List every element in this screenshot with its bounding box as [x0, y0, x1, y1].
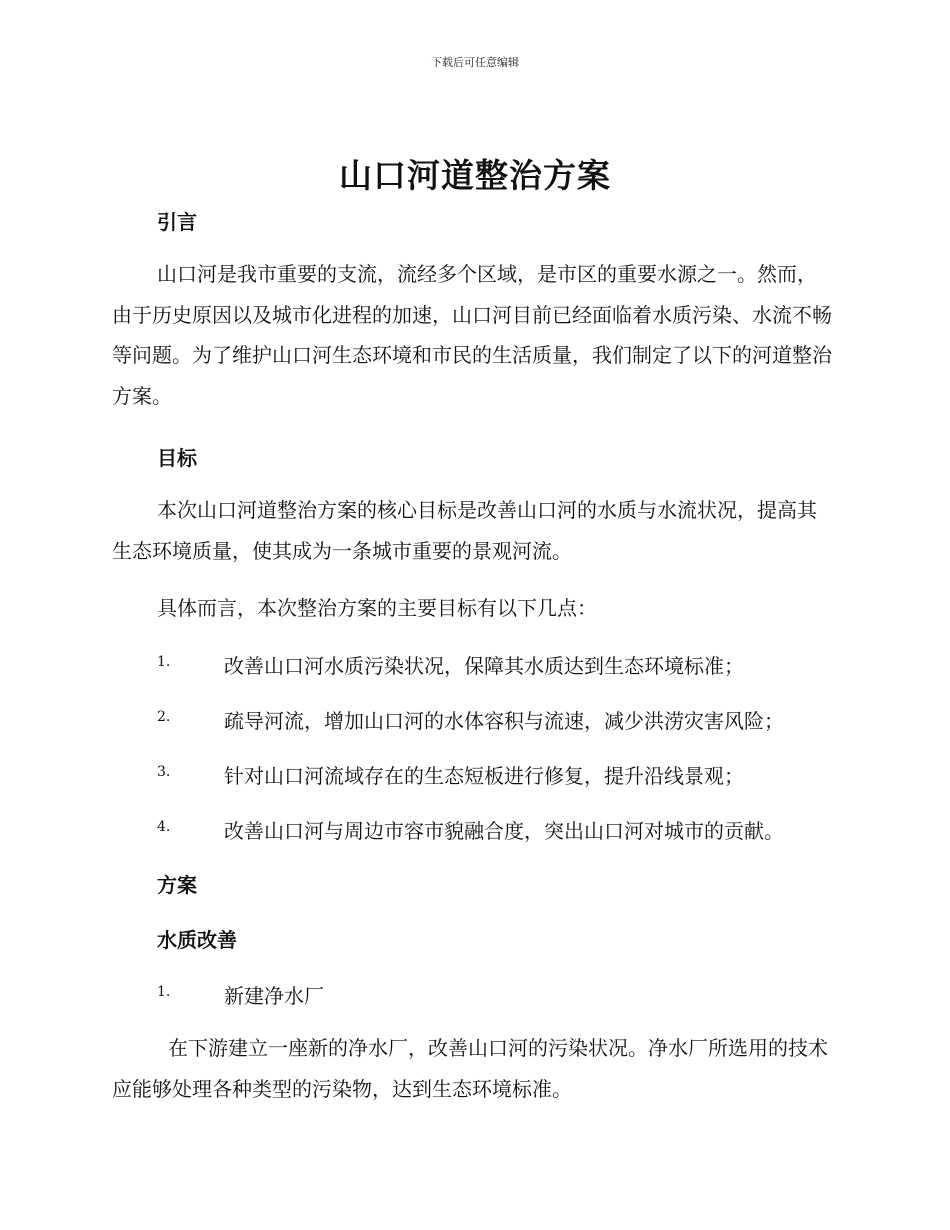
- list-text: 改善山口河水质污染状况，保障其水质达到生态环境标准；: [224, 654, 744, 678]
- list-text: 疏导河流，增加山口河的水体容积与流速，减少洪涝灾害风险；: [224, 709, 784, 733]
- list-number: 4.: [157, 819, 171, 835]
- section-heading-plan: 方案: [157, 873, 197, 897]
- list-number: 1.: [157, 984, 171, 1000]
- list-number: 1.: [157, 654, 171, 670]
- document-title: 山口河道整治方案: [339, 156, 611, 195]
- water-paragraph: 在下游建立一座新的净水厂，改善山口河的污染状况。净水厂所选用的技术应能够处理各种类型的污染物，达到生态环境标准。: [112, 1036, 828, 1101]
- list-number: 2.: [157, 709, 171, 725]
- page-header: 下载后可任意编辑: [431, 56, 519, 69]
- list-text: 改善山口河与周边市容市貌融合度，突出山口河对城市的贡献。: [224, 819, 784, 843]
- intro-paragraph: 山口河是我市重要的支流，流经多个区域，是市区的重要水源之一。然而，由于历史原因以及城市化进程的加速，山口河目前已经面临着水质污染、水流不畅等问题。为了维护山口河生态环境和市民的生活质量，我们制定了以下的河道整治方案。: [112, 262, 832, 408]
- subsection-heading-water: 水质改善: [157, 928, 237, 952]
- goal-paragraph: 本次山口河道整治方案的核心目标是改善山口河的水质与水流状况，提高其生态环境质量，使其成为一条城市重要的景观河流。: [112, 498, 817, 563]
- list-number: 3.: [157, 764, 171, 780]
- list-text: 新建净水厂: [224, 984, 324, 1008]
- section-heading-intro: 引言: [157, 210, 197, 234]
- goal-intro: 具体而言，本次整治方案的主要目标有以下几点：: [157, 596, 597, 620]
- list-text: 针对山口河流域存在的生态短板进行修复，提升沿线景观；: [224, 764, 744, 788]
- section-heading-goal: 目标: [157, 446, 197, 470]
